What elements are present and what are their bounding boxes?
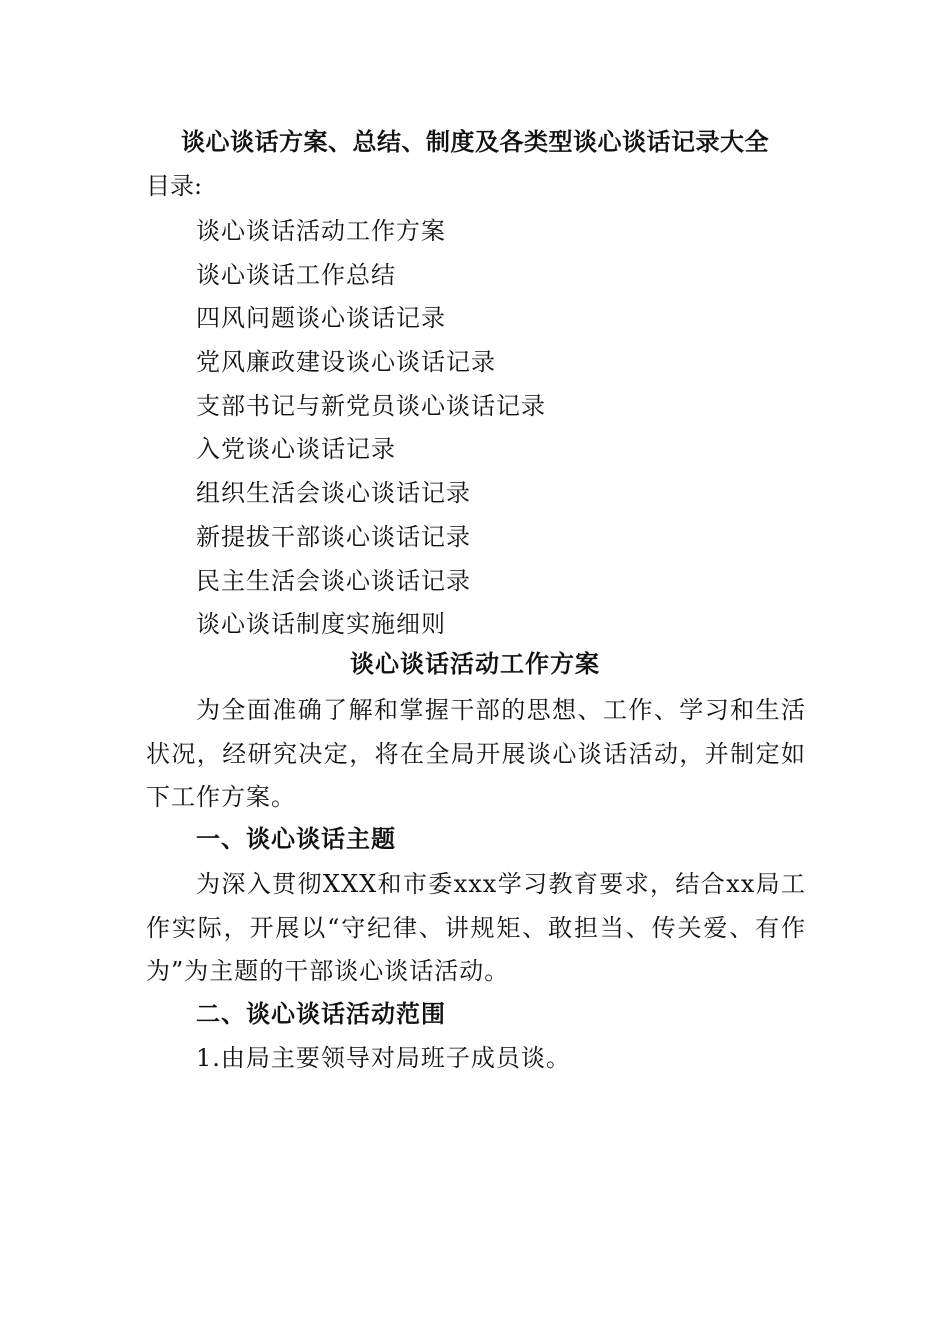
document-title: 谈心谈话方案、总结、制度及各类型谈心谈话记录大全: [181, 127, 769, 156]
table-of-contents: [196, 210, 546, 647]
toc-item: 支部书记与新党员谈心谈话记录: [196, 391, 546, 420]
toc-item: 四风问题谈心谈话记录: [196, 304, 446, 333]
heading-theme: 一、谈心谈话主题: [196, 824, 396, 853]
toc-item: 谈心谈话工作总结: [196, 260, 396, 289]
theme-paragraph: 为深入贯彻XXX和市委xxx学习教育要求，结合xx局工作实际，开展以“守纪律、讲规矩、敢担当、传关爱、有作为”为主题的干部谈心谈话活动。: [146, 870, 806, 985]
heading-scope: 二、谈心谈话活动范围: [196, 999, 446, 1028]
toc-item: 入党谈心谈话记录: [196, 435, 396, 464]
toc-item: 谈心谈话制度实施细则: [196, 610, 446, 639]
scope-item: 1.由局主要领导对局班子成员谈。: [196, 1044, 571, 1072]
toc-item: 谈心谈话活动工作方案: [196, 217, 446, 245]
toc-item: 党风廉政建设谈心谈话记录: [196, 348, 496, 377]
intro-paragraph: 为全面准确了解和掌握干部的思想、工作、学习和生活状况，经研究决定，将在全局开展谈心谈话活动，并制定如下工作方案。: [146, 696, 806, 811]
section-title: 谈心谈话活动工作方案: [350, 649, 600, 678]
toc-item: 组织生活会谈心谈话记录: [196, 479, 471, 508]
toc-item: 民主生活会谈心谈话记录: [196, 566, 471, 595]
toc-label: 目录:: [146, 172, 203, 200]
toc-item: 新提拔干部谈心谈话记录: [196, 522, 471, 551]
